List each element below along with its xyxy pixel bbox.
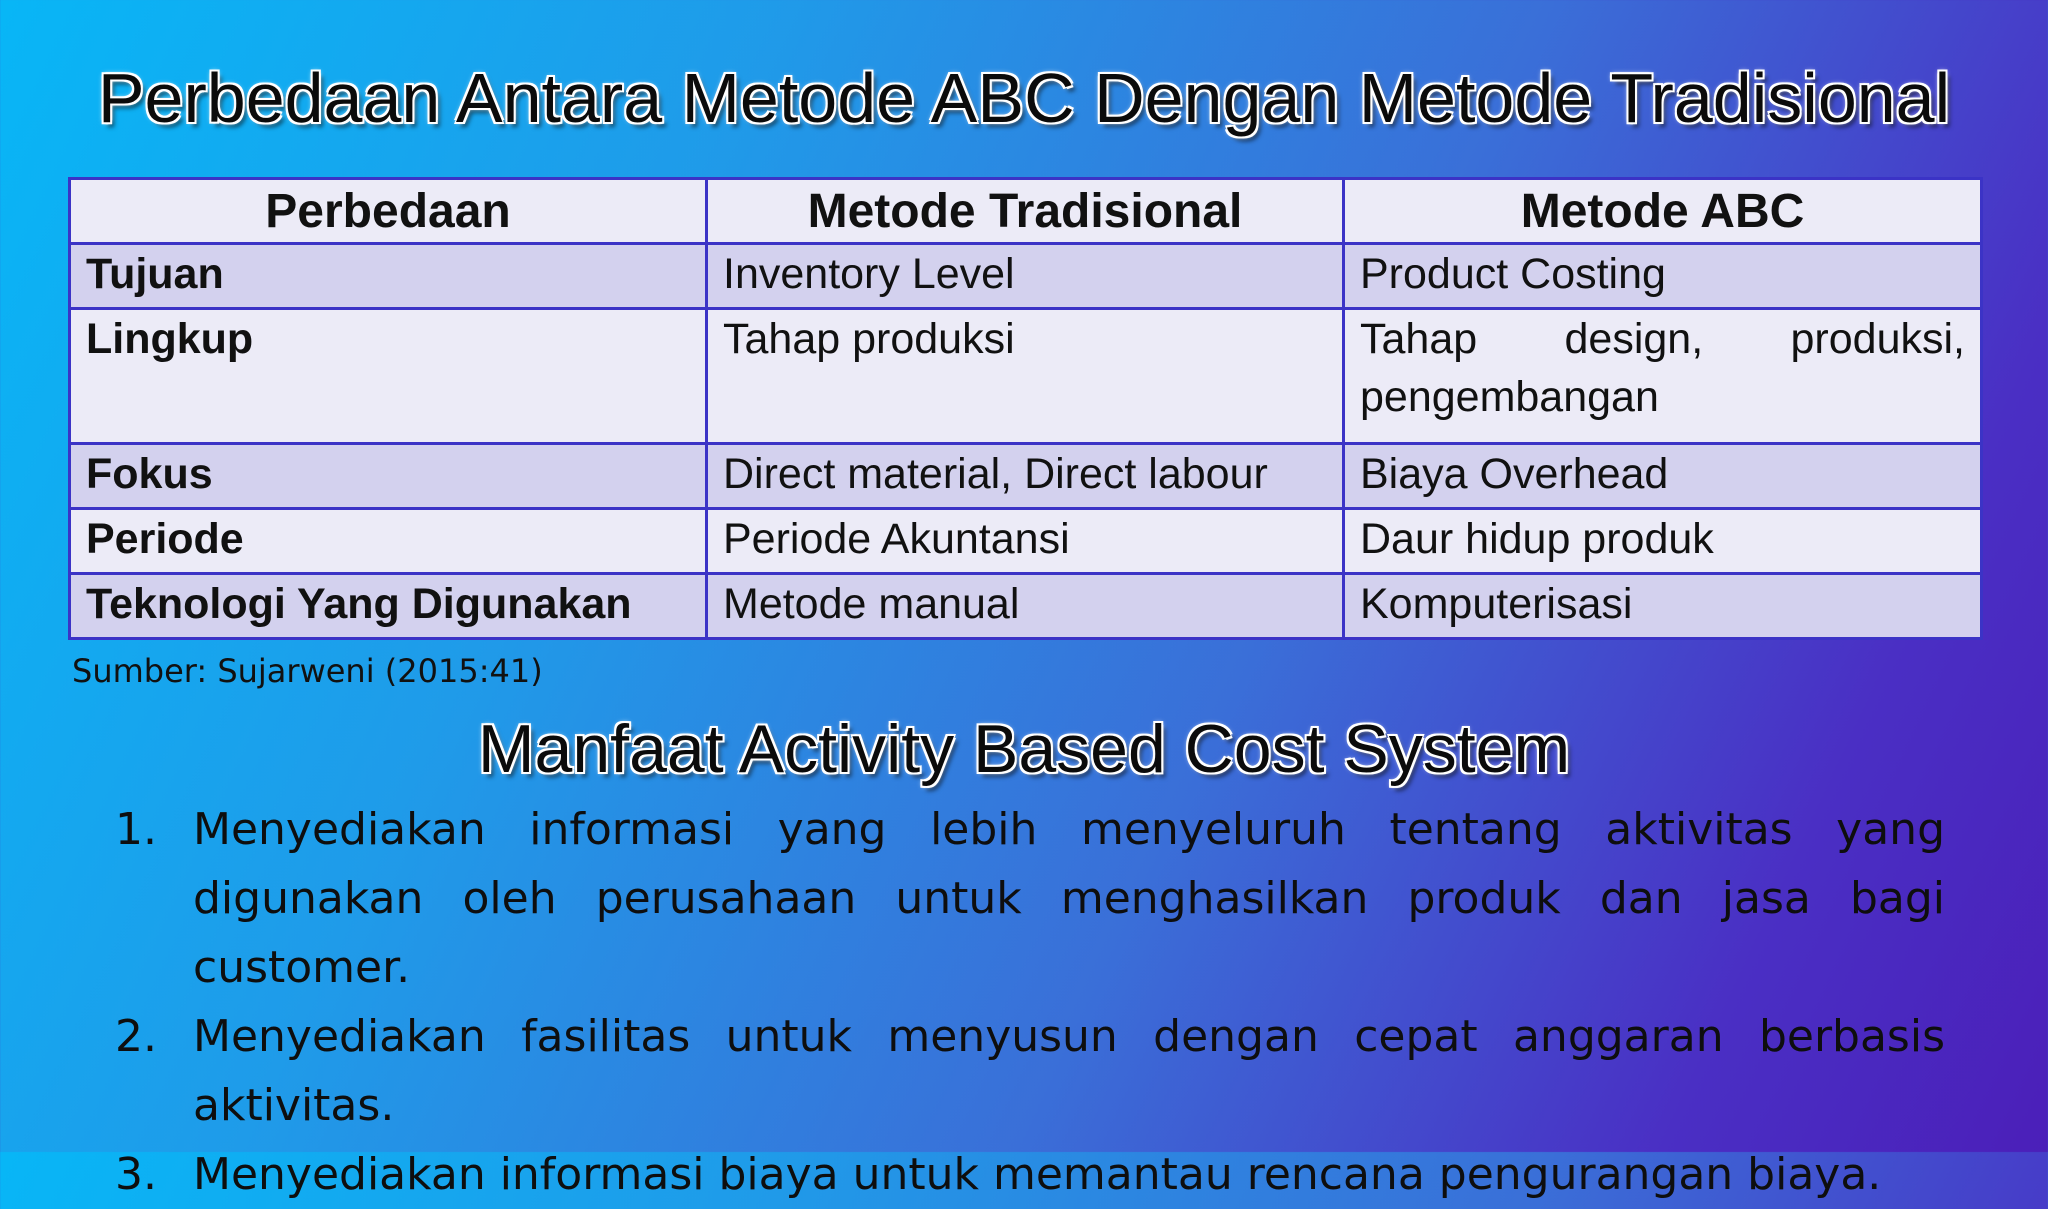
table-row (70, 244, 1982, 309)
list-item (115, 1140, 1945, 1209)
list-item (115, 1002, 1945, 1140)
table-cell-key: Lingkup (70, 309, 707, 444)
list-item (115, 795, 1945, 1002)
table-header-row (70, 179, 1982, 244)
list-item-text: Menyediakan fasilitas untuk menyusun dengan cepat anggaran berbasis aktivitas. (193, 1011, 1945, 1131)
table-cell: Biaya Overhead (1344, 444, 1982, 509)
table-cell-key: Fokus (70, 444, 707, 509)
table-row (70, 574, 1982, 639)
table-row (70, 444, 1982, 509)
table-cell: Metode manual (707, 574, 1344, 639)
table-cell-key: Teknologi Yang Digunakan (70, 574, 707, 639)
table-cell: Inventory Level (707, 244, 1344, 309)
list-number: 1. (115, 804, 157, 855)
source-citation: Sumber: Sujarweni (2015:41) (72, 652, 543, 690)
table-cell: Tahap design, produksi, pengembangan (1344, 309, 1982, 444)
slide-title: Perbedaan Antara Metode ABC Dengan Metode Tradisional (97, 59, 1951, 137)
table-header-cell: Perbedaan (70, 179, 707, 244)
list-item-text: Menyediakan informasi yang lebih menyeluruh tentang aktivitas yang digunakan oleh perusahaan untuk menghasilkan produk dan jasa bagi customer. (193, 804, 1945, 993)
comparison-table (68, 177, 1983, 640)
table-cell-key: Periode (70, 509, 707, 574)
table-header-cell: Metode ABC (1344, 179, 1982, 244)
table-row (70, 309, 1982, 444)
table-cell: Direct material, Direct labour (707, 444, 1344, 509)
list-number: 3. (115, 1149, 157, 1200)
table-cell: Periode Akuntansi (707, 509, 1344, 574)
table-cell: Product Costing (1344, 244, 1982, 309)
table-cell: Komputerisasi (1344, 574, 1982, 639)
benefits-list (115, 795, 1945, 1209)
table-cell: Tahap produksi (707, 309, 1344, 444)
list-number: 2. (115, 1011, 157, 1062)
table-header-cell: Metode Tradisional (707, 179, 1344, 244)
table-row (70, 509, 1982, 574)
section-title: Manfaat Activity Based Cost System (477, 711, 1571, 787)
table-cell-key: Tujuan (70, 244, 707, 309)
table-cell: Daur hidup produk (1344, 509, 1982, 574)
list-item-text: Menyediakan informasi biaya untuk memantau rencana pengurangan biaya. (193, 1149, 1882, 1200)
